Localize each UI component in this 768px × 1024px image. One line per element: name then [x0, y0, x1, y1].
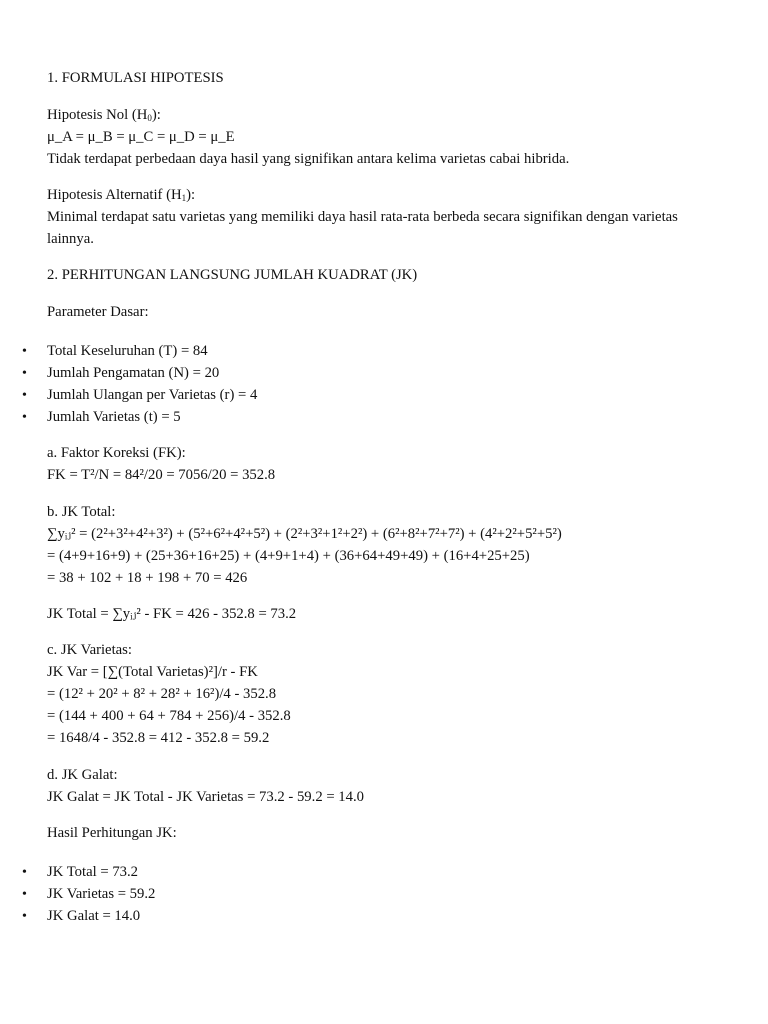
h0-text: Tidak terdapat perbedaan daya hasil yang signifikan antara kelima varietas cabai hibrida.	[47, 151, 570, 167]
jk-galat-title: d. JK Galat:	[47, 767, 118, 783]
jk-total-title: b. JK Total:	[47, 504, 116, 520]
params-title: Parameter Dasar:	[47, 304, 149, 320]
h0-label	[47, 106, 161, 127]
bullet-marker: •	[22, 366, 27, 381]
result-item: JK Galat = 14.0	[47, 908, 141, 924]
jk-var-title: c. JK Varietas:	[47, 642, 132, 658]
h0-formula: μ_A = μ_B = μ_C = μ_D = μ_E	[47, 129, 235, 145]
param-item: Jumlah Pengamatan (N) = 20	[47, 365, 220, 381]
param-item: Total Keseluruhan (T) = 84	[47, 343, 208, 359]
jk-total-line: = 38 + 102 + 18 + 198 + 70 = 426	[47, 570, 248, 586]
jk-total-result: JK Total = ∑yᵢⱼ² - FK = 426 - 352.8 = 73.2	[47, 606, 297, 622]
bullet-marker: •	[22, 410, 27, 425]
param-item: Jumlah Ulangan per Varietas (r) = 4	[47, 387, 258, 403]
jk-total-line: ∑yᵢⱼ² = (2²+3²+4²+3²) + (5²+6²+4²+5²) + (2²+3²+1²+2²) + (6²+8²+7²+7²) + (4²+2²+5²+5²)	[47, 526, 562, 542]
bullet-marker: •	[22, 344, 27, 359]
h1-label-prefix: Hipotesis Alternatif (H	[47, 187, 182, 203]
fk-formula: FK = T²/N = 84²/20 = 7056/20 = 352.8	[47, 467, 276, 483]
h0-label-suffix: ):	[151, 107, 161, 123]
jk-total-line: = (4+9+16+9) + (25+36+16+25) + (4+9+1+4) + (36+64+49+49) + (16+4+25+25)	[47, 548, 530, 564]
jk-var-line: JK Var = [∑(Total Varietas)²]/r - FK	[47, 664, 258, 680]
bullet-marker: •	[22, 887, 27, 902]
fk-title: a. Faktor Koreksi (FK):	[47, 445, 186, 461]
h1-label-suffix: ):	[186, 187, 196, 203]
section-1-heading: 1. FORMULASI HIPOTESIS	[47, 70, 224, 86]
bullet-marker: •	[22, 388, 27, 403]
h1-text: Minimal terdapat satu varietas yang memiliki daya hasil rata-rata berbeda secara signifikan dengan varietas lainnya.	[47, 209, 678, 247]
param-item: Jumlah Varietas (t) = 5	[47, 409, 181, 425]
jk-var-line: = 1648/4 - 352.8 = 412 - 352.8 = 59.2	[47, 730, 270, 746]
jk-var-line: = (12² + 20² + 8² + 28² + 16²)/4 - 352.8	[47, 686, 277, 702]
bullet-marker: •	[22, 865, 27, 880]
jk-var-line: = (144 + 400 + 64 + 784 + 256)/4 - 352.8	[47, 708, 291, 724]
jk-galat-formula: JK Galat = JK Total - JK Varietas = 73.2 - 59.2 = 14.0	[47, 789, 364, 805]
result-item: JK Varietas = 59.2	[47, 886, 156, 902]
bullet-marker: •	[22, 909, 27, 924]
section-2-heading: 2. PERHITUNGAN LANGSUNG JUMLAH KUADRAT (JK)	[47, 267, 418, 283]
h1-label-subscript: 1	[181, 193, 187, 203]
h1-label	[47, 186, 195, 207]
h0-label-subscript: 0	[147, 113, 152, 123]
result-item: JK Total = 73.2	[47, 864, 139, 880]
h0-label-prefix: Hipotesis Nol (H	[47, 107, 148, 123]
results-title: Hasil Perhitungan JK:	[47, 825, 177, 841]
